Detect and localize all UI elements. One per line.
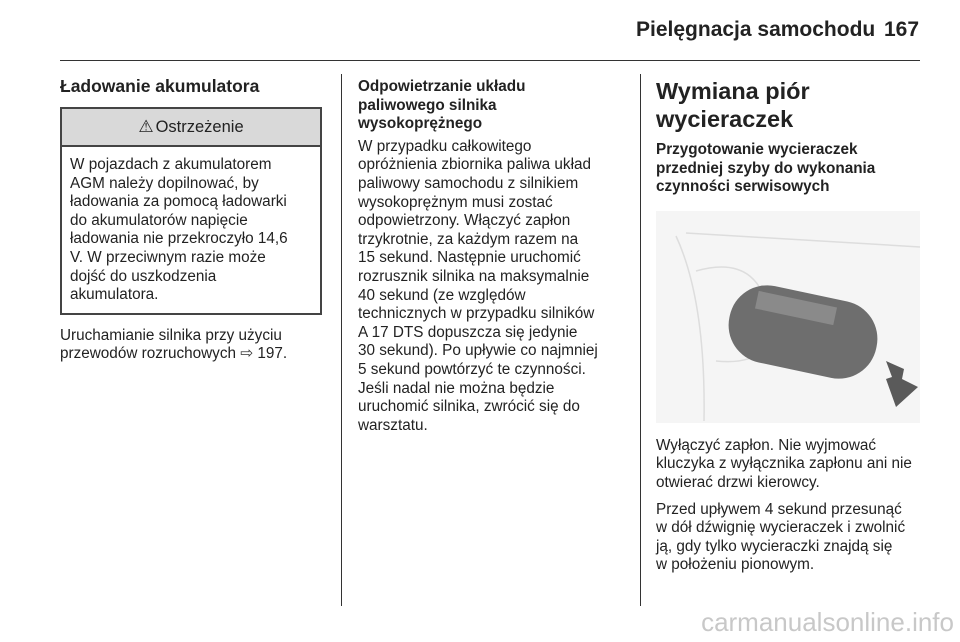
text-line: W pojazdach z akumulatorem — [70, 156, 272, 173]
text-line: przedniej szyby do wykonania — [656, 159, 876, 177]
text-line: wysokoprężnego — [358, 115, 483, 133]
wiper-lever-image — [656, 211, 920, 423]
text-line: Przygotowanie wycieraczek — [656, 141, 858, 158]
page-number: 167 — [884, 18, 920, 41]
paragraph-lines — [60, 327, 325, 346]
paragraph — [358, 138, 628, 436]
text-line: 5 sekund powtórzyć te czynności. — [358, 360, 586, 378]
section-title: Pielęgnacja samochodu — [636, 18, 876, 41]
text-line: Uruchamianie silnika przy użyciu — [60, 326, 282, 344]
page-reference-link[interactable]: 197. — [257, 345, 288, 363]
text-line: 15 sekund. Następnie uruchomić — [358, 249, 581, 267]
page-reference-icon: ⇨ — [240, 345, 254, 363]
paragraph — [656, 501, 926, 575]
text-line: trzykrotnie, za każdym razem na — [358, 230, 579, 248]
subsection-title — [656, 141, 926, 197]
text-line: akumulatora. — [70, 286, 159, 304]
text-line: 40 sekund (ze względów — [358, 286, 526, 304]
text-line: kluczyka z wyłącznika zapłonu ani nie — [656, 455, 912, 473]
section-heading: Ładowanie akumulatora — [60, 76, 260, 96]
column-3 — [656, 78, 926, 575]
text-line: ją, gdy tylko wycieraczki znajdą się — [656, 537, 893, 555]
text-line: do akumulatorów napięcie — [70, 211, 248, 229]
text-line: AGM należy dopilnować, by — [70, 174, 259, 192]
text-line: A 17 DTS dopuszcza się jedynie — [358, 323, 578, 341]
text-line: odpowietrzony. Włączyć zapłon — [358, 212, 571, 230]
warning-box — [60, 107, 322, 315]
text-line: opróżnienia zbiornika paliwa układ — [358, 156, 591, 174]
text-line: w położeniu pionowym. — [656, 556, 815, 574]
column-divider — [640, 74, 641, 606]
text-line: rozrusznik silnika na maksymalnie — [358, 267, 590, 285]
text-line: ładowania za pomocą ładowarki — [70, 193, 287, 211]
section-title: Wymiana piór wycieraczek — [656, 78, 810, 132]
text-line: uruchomić silnika, zwrócić się do — [358, 398, 580, 416]
text-line: paliwowy samochodu z silnikiem — [358, 174, 579, 192]
text-line: Wyłączyć zapłon. Nie wyjmować — [656, 436, 877, 454]
warning-title: Ostrzeżenie — [155, 117, 244, 136]
text-line: warsztatu. — [358, 416, 428, 434]
column-divider — [341, 74, 342, 606]
text-line: dojść do uszkodzenia — [70, 267, 217, 285]
paragraph — [656, 437, 926, 493]
text-line: czynności serwisowych — [656, 178, 830, 196]
text-line: Przed upływem 4 sekund przesunąć — [656, 500, 902, 518]
text-line: ładowania nie przekroczyło 14,6 — [70, 230, 288, 248]
section-title-lines — [358, 78, 628, 134]
text-line: wysokoprężnym musi zostać — [358, 193, 553, 211]
watermark: carmanualsonline.info — [701, 607, 954, 637]
text-line: 30 sekund). Po upływie co najmniej — [358, 342, 598, 360]
column-2 — [358, 78, 628, 435]
paragraph-line-last — [60, 345, 325, 364]
warning-text — [62, 147, 320, 313]
wiper-lever-illustration — [656, 211, 920, 423]
warning-triangle-icon: ⚠ — [138, 117, 154, 136]
text-line: otwierać drzwi kierowcy. — [656, 473, 820, 491]
text-line: W przypadku całkowitego — [358, 137, 532, 155]
text-line: Jeśli nadal nie można będzie — [358, 379, 555, 397]
paragraph — [60, 327, 325, 364]
text-line: w dół dźwignię wycieraczek i zwolnić — [656, 519, 906, 537]
column-1 — [60, 76, 325, 364]
cross-ref-text: przewodów rozruchowych — [60, 345, 236, 363]
header-rule — [60, 60, 920, 61]
text-line: paliwowego silnika — [358, 96, 497, 114]
text-line: Odpowietrzanie układu — [358, 78, 526, 95]
warning-header — [62, 109, 320, 147]
text-line: V. W przeciwnym razie może — [70, 248, 266, 266]
text-line: technicznych w przypadku silników — [358, 305, 595, 323]
